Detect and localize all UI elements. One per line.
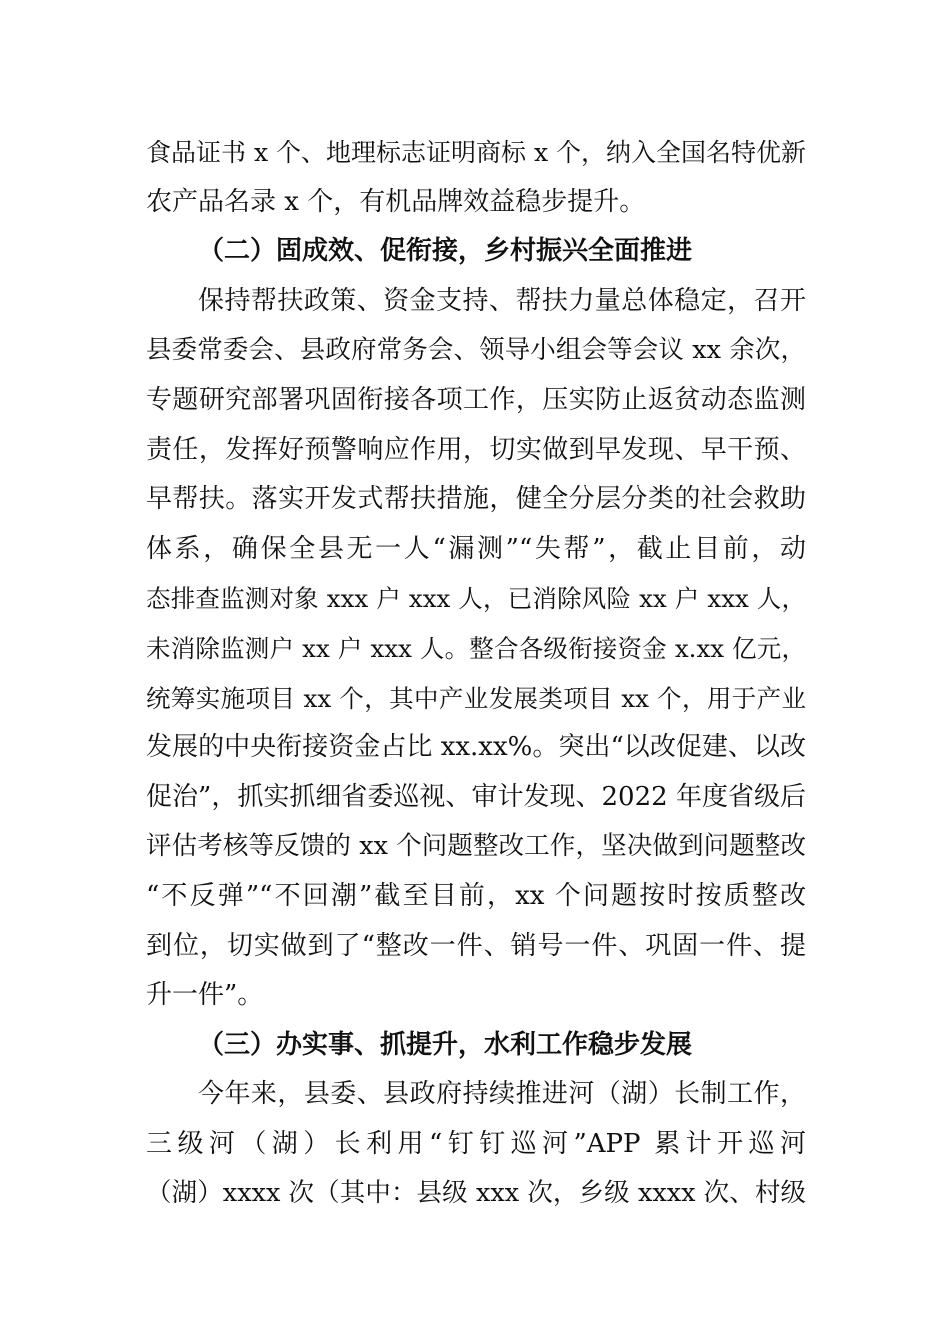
paragraph-line: “不反弹”“不回潮”截至目前，xx 个问题按时按质整改 <box>146 880 806 911</box>
paragraph-line: 升一件”。 <box>146 980 264 1011</box>
paragraph-line: 保持帮扶政策、资金支持、帮扶力量总体稳定，召开 <box>198 285 806 316</box>
paragraph-line: 促治”，抓实抓细省委巡视、审计发现、2022 年度省级后 <box>146 781 806 812</box>
paragraph-line: 农产品名录 x 个，有机品牌效益稳步提升。 <box>146 186 646 217</box>
paragraph-line: 未消除监测户 xx 户 xxx 人。整合各级衔接资金 x.xx 亿元， <box>146 633 806 663</box>
paragraph-line: 专题研究部署巩固衔接各项工作，压实防止返贫动态监测 <box>146 384 806 415</box>
paragraph-line: 食品证书 x 个、地理标志证明商标 x 个，纳入全国名特优新 <box>146 138 806 167</box>
paragraph-line: 责任，发挥好预警响应作用，切实做到早发现、早干预、 <box>146 434 806 465</box>
document-body <box>146 128 806 1219</box>
paragraph-line: 体系，确保全县无一人“漏测”“失帮”，截止目前，动 <box>146 533 806 564</box>
section-heading: （二）固成效、促衔接，乡村振兴全面推进 <box>198 236 693 267</box>
paragraph-line: 三级河（湖）长利用“钉钉巡河”APP 累计开巡河 <box>146 1128 806 1159</box>
paragraph-line: 今年来，县委、县政府持续推进河（湖）长制工作， <box>198 1079 806 1110</box>
paragraph-line: （湖）xxxx 次（其中：县级 xxx 次，乡级 xxxx 次、村级 <box>146 1178 806 1209</box>
paragraph-line: 县委常委会、县政府常务会、领导小组会等会议 xx 余次， <box>146 335 806 366</box>
paragraph-line: 早帮扶。落实开发式帮扶措施，健全分层分类的社会救助 <box>146 484 806 515</box>
paragraph-line: 态排查监测对象 xxx 户 xxx 人，已消除风险 xx 户 xxx 人， <box>146 584 806 614</box>
paragraph-line: 到位，切实做到了“整改一件、销号一件、巩固一件、提 <box>146 930 806 961</box>
paragraph-line: 统筹实施项目 xx 个，其中产业发展类项目 xx 个，用于产业 <box>146 683 806 713</box>
section-heading: （三）办实事、抓提升，水利工作稳步发展 <box>198 1029 693 1060</box>
paragraph-line: 评估考核等反馈的 xx 个问题整改工作，坚决做到问题整改 <box>146 831 806 862</box>
paragraph-line: 发展的中央衔接资金占比 xx.xx%。突出“以改促建、以改 <box>146 732 806 763</box>
